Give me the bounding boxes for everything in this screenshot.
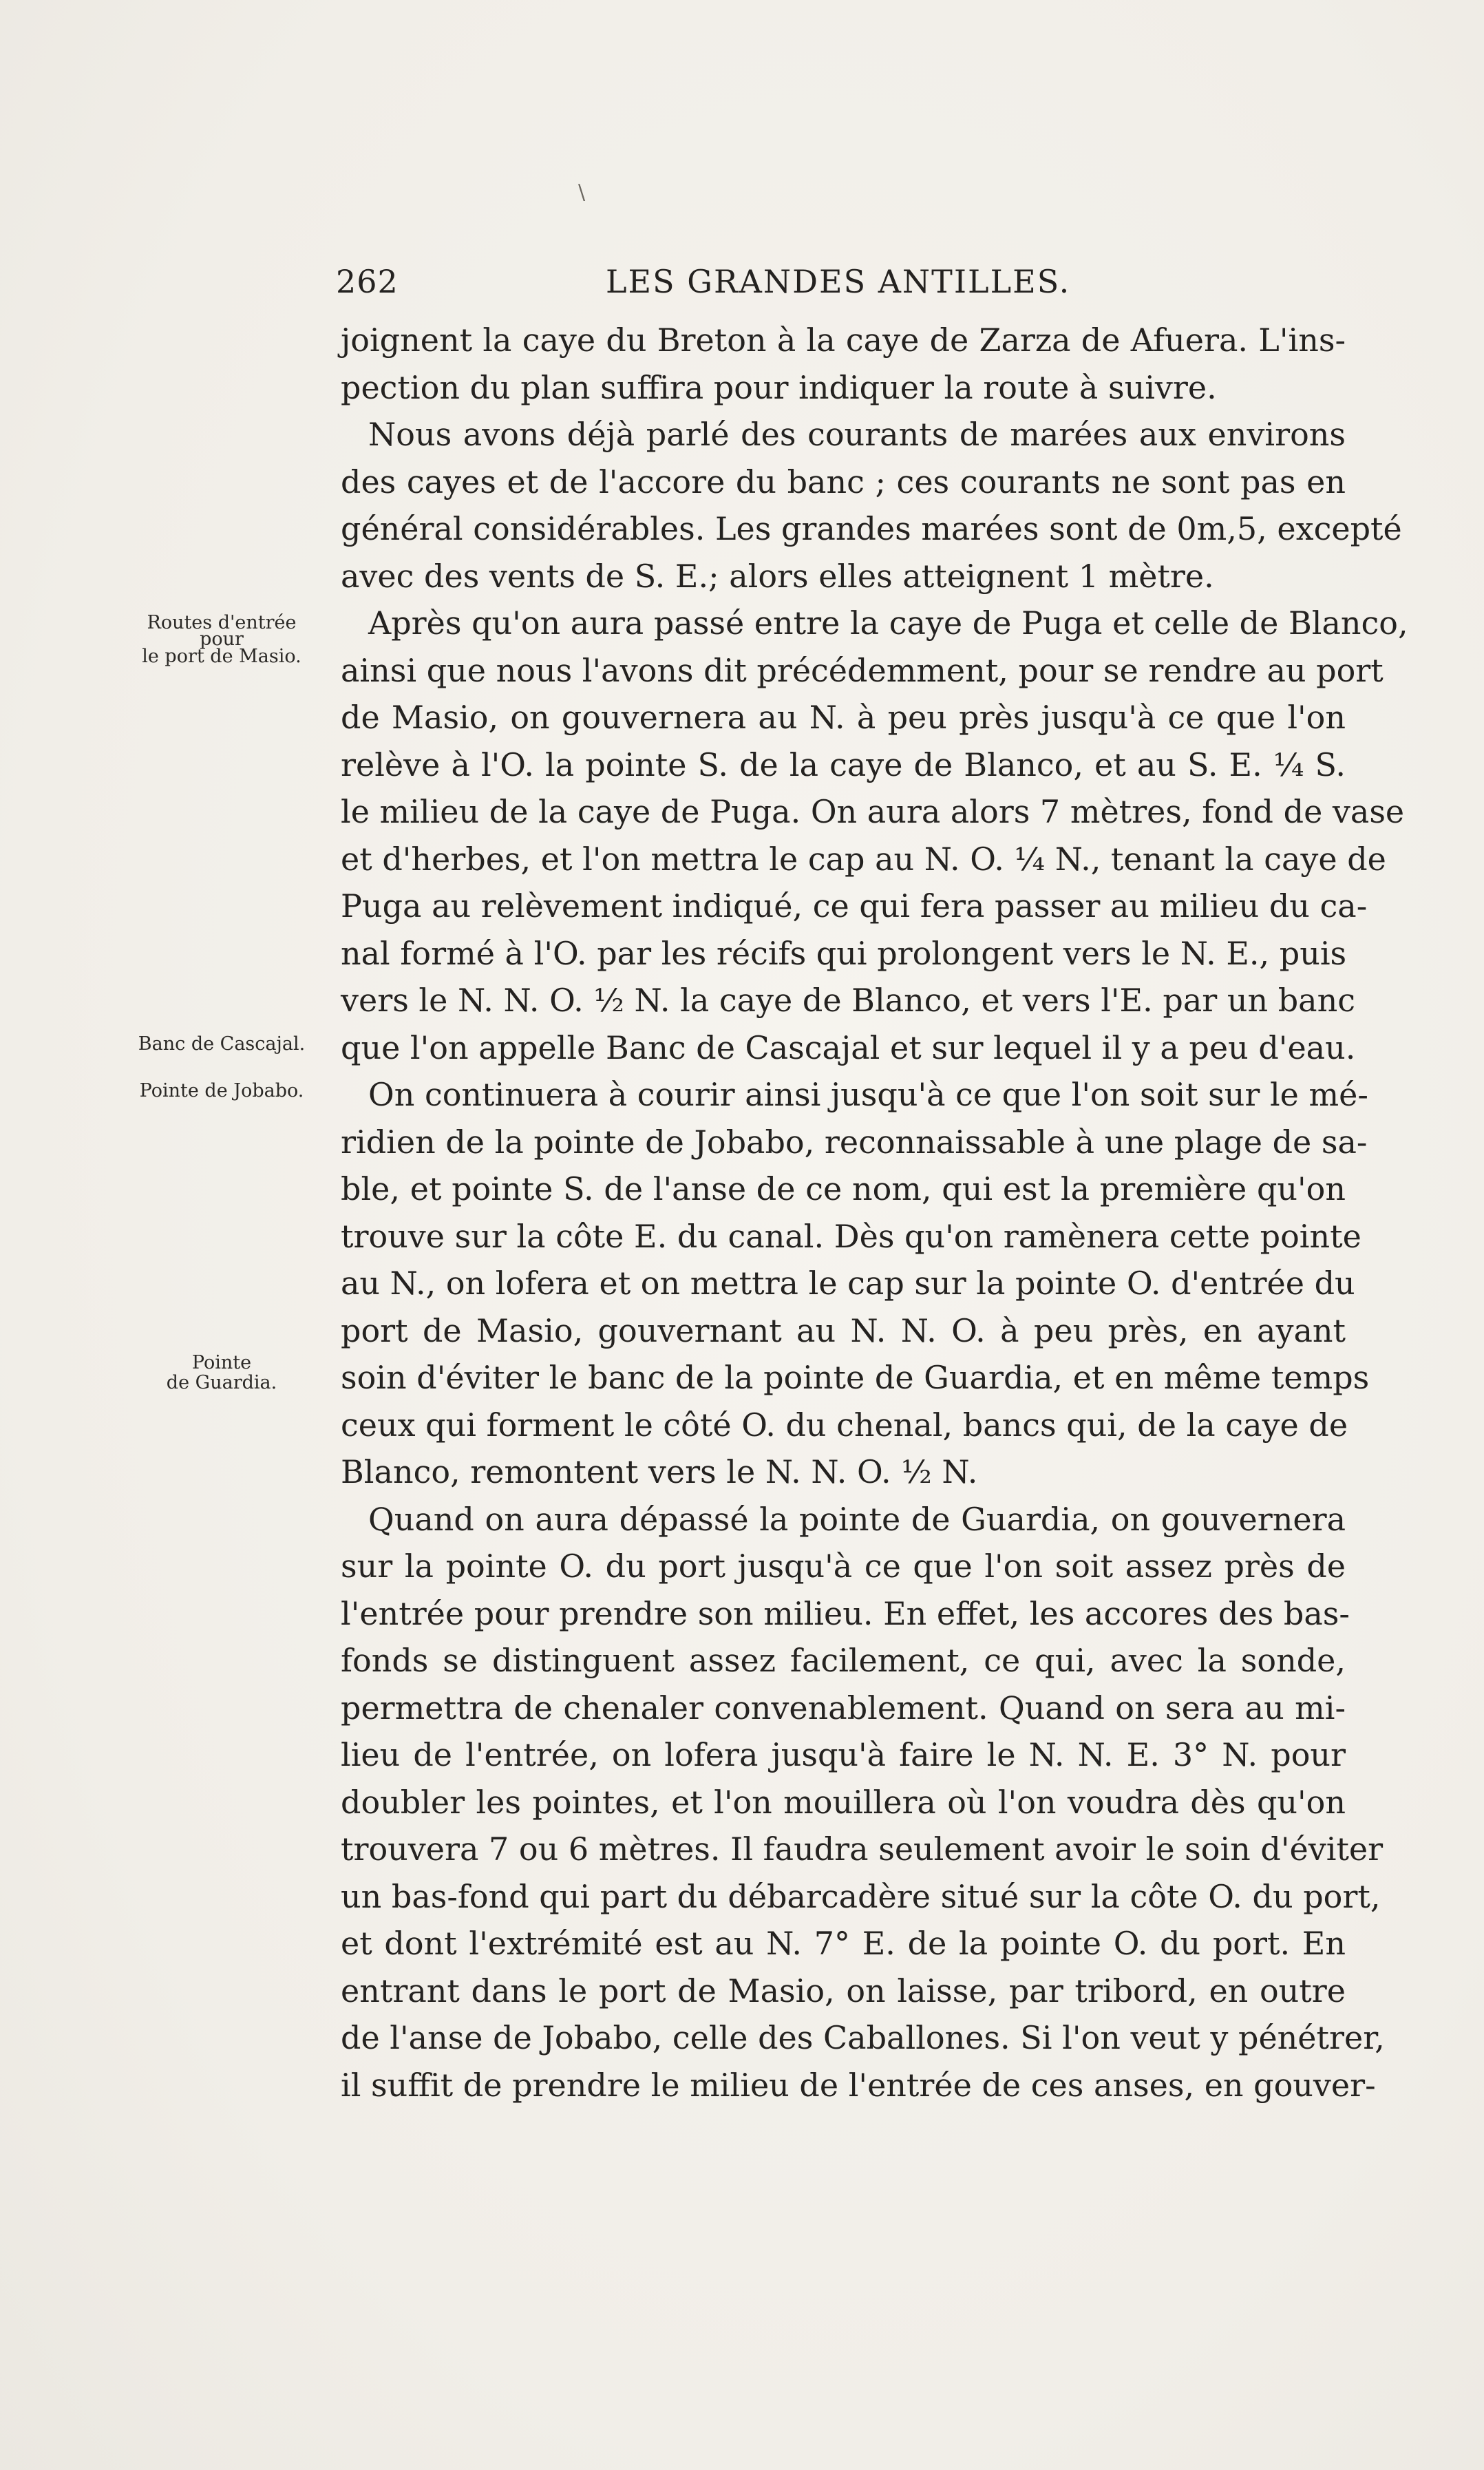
text-line: Quand on aura dépassé la pointe de Guardia, on gouvernera xyxy=(368,1500,1346,1538)
text-line: Blanco, remontent vers le N. N. O. ½ N. xyxy=(341,1453,978,1490)
text-line: On continuera à courir ainsi jusqu'à ce que l'on soit sur le mé- xyxy=(368,1076,1368,1113)
text-line: de l'anse de Jobabo, celle des Caballones. Si l'on veut y pénétrer, xyxy=(341,2019,1385,2056)
text-line: avec des vents de S. E.; alors elles atteignent 1 mètre. xyxy=(341,557,1214,595)
text-line: relève à l'O. la pointe S. de la caye de Blanco, et au S. E. ¼ S. xyxy=(341,746,1346,783)
text-line: ceux qui forment le côté O. du chenal, bancs qui, de la caye de xyxy=(341,1406,1348,1444)
text-line: soin d'éviter le banc de la pointe de Guardia, et en même temps xyxy=(341,1359,1370,1396)
text-line: nal formé à l'O. par les récifs qui prolongent vers le N. E., puis xyxy=(341,934,1347,972)
text-line: trouvera 7 ou 6 mètres. Il faudra seulement avoir le soin d'éviter xyxy=(341,1830,1384,1868)
running-title: LES GRANDES ANTILLES. xyxy=(606,263,1071,300)
text-line: fonds se distinguent assez facilement, ce qui, avec la sonde, xyxy=(341,1642,1346,1679)
text-line: permettra de chenaler convenablement. Quand on sera au mi- xyxy=(341,1689,1346,1727)
text-line: de Masio, on gouvernera au N. à peu près jusqu'à ce que l'on xyxy=(341,699,1346,736)
text-line: et d'herbes, et l'on mettra le cap au N. O. ¼ N., tenant la caye de xyxy=(341,840,1386,878)
margin-note-line: pour xyxy=(200,629,244,650)
text-line: doubler les pointes, et l'on mouillera où l'on voudra dès qu'on xyxy=(341,1783,1346,1821)
text-line: que l'on appelle Banc de Cascajal et sur lequel il y a peu d'eau. xyxy=(341,1028,1356,1066)
text-line: l'entrée pour prendre son milieu. En effet, les accores des bas- xyxy=(341,1594,1350,1632)
page-number: 262 xyxy=(336,263,399,300)
text-line: Puga au relèvement indiqué, ce qui fera passer au milieu du ca- xyxy=(341,887,1368,925)
text-line: sur la pointe O. du port jusqu'à ce que l'on soit assez près de xyxy=(341,1548,1346,1585)
text-line: il suffit de prendre le milieu de l'entrée de ces anses, en gouver- xyxy=(341,2066,1376,2104)
margin-note-line: Routes d'entrée xyxy=(147,612,297,633)
text-line: ridien de la pointe de Jobabo, reconnaissable à une plage de sa- xyxy=(341,1123,1368,1161)
text-line: Après qu'on aura passé entre la caye de Puga et celle de Blanco, xyxy=(368,604,1408,642)
text-line: port de Masio, gouvernant au N. N. O. à peu près, en ayant xyxy=(341,1311,1346,1349)
body-text xyxy=(341,317,1408,2109)
text-line: un bas-fond qui part du débarcadère situé sur la côte O. du port, xyxy=(341,1877,1381,1915)
text-line: joignent la caye du Breton à la caye de Zarza de Afuera. L'ins- xyxy=(341,321,1346,359)
margin-note-line: Pointe xyxy=(191,1352,252,1373)
text-line: le milieu de la caye de Puga. On aura alors 7 mètres, fond de vase xyxy=(341,793,1405,830)
margin-note-line: Banc de Cascajal. xyxy=(138,1033,306,1055)
text-line: au N., on lofera et on mettra le cap sur la pointe O. d'entrée du xyxy=(341,1265,1355,1302)
text-line: Nous avons déjà parlé des courants de marées aux environs xyxy=(368,416,1346,453)
text-line: général considérables. Les grandes marées sont de 0m,5, excepté xyxy=(341,510,1402,547)
margin-note-guardia xyxy=(125,1353,318,1393)
page-header xyxy=(336,263,1355,311)
text-line: vers le N. N. O. ½ N. la caye de Blanco, et vers l'E. par un banc xyxy=(341,982,1355,1019)
margin-note-cascajal xyxy=(125,1034,318,1054)
text-line: des cayes et de l'accore du banc ; ces courants ne sont pas en xyxy=(341,463,1346,500)
text-line: ble, et pointe S. de l'anse de ce nom, qui est la première qu'on xyxy=(341,1170,1346,1207)
text-line: et dont l'extrémité est au N. 7° E. de la pointe O. du port. En xyxy=(341,1925,1346,1962)
text-line: pection du plan suffira pour indiquer la route à suivre. xyxy=(341,368,1217,406)
text-line: entrant dans le port de Masio, on laisse, par tribord, en outre xyxy=(341,1972,1346,2009)
text-line: lieu de l'entrée, on lofera jusqu'à faire le N. N. E. 3° N. pour xyxy=(341,1736,1346,1773)
text-line: trouve sur la côte E. du canal. Dès qu'on ramènera cette pointe xyxy=(341,1217,1361,1255)
margin-note-line: le port de Masio. xyxy=(142,646,301,667)
text-line: ainsi que nous l'avons dit précédemment, pour se rendre au port xyxy=(341,651,1384,689)
margin-note-line: Pointe de Jobabo. xyxy=(139,1080,304,1101)
stray-mark: \ xyxy=(578,180,586,204)
margin-note-routes xyxy=(125,613,318,666)
margin-note-line: de Guardia. xyxy=(166,1372,277,1393)
margin-note-jobabo xyxy=(125,1081,318,1101)
